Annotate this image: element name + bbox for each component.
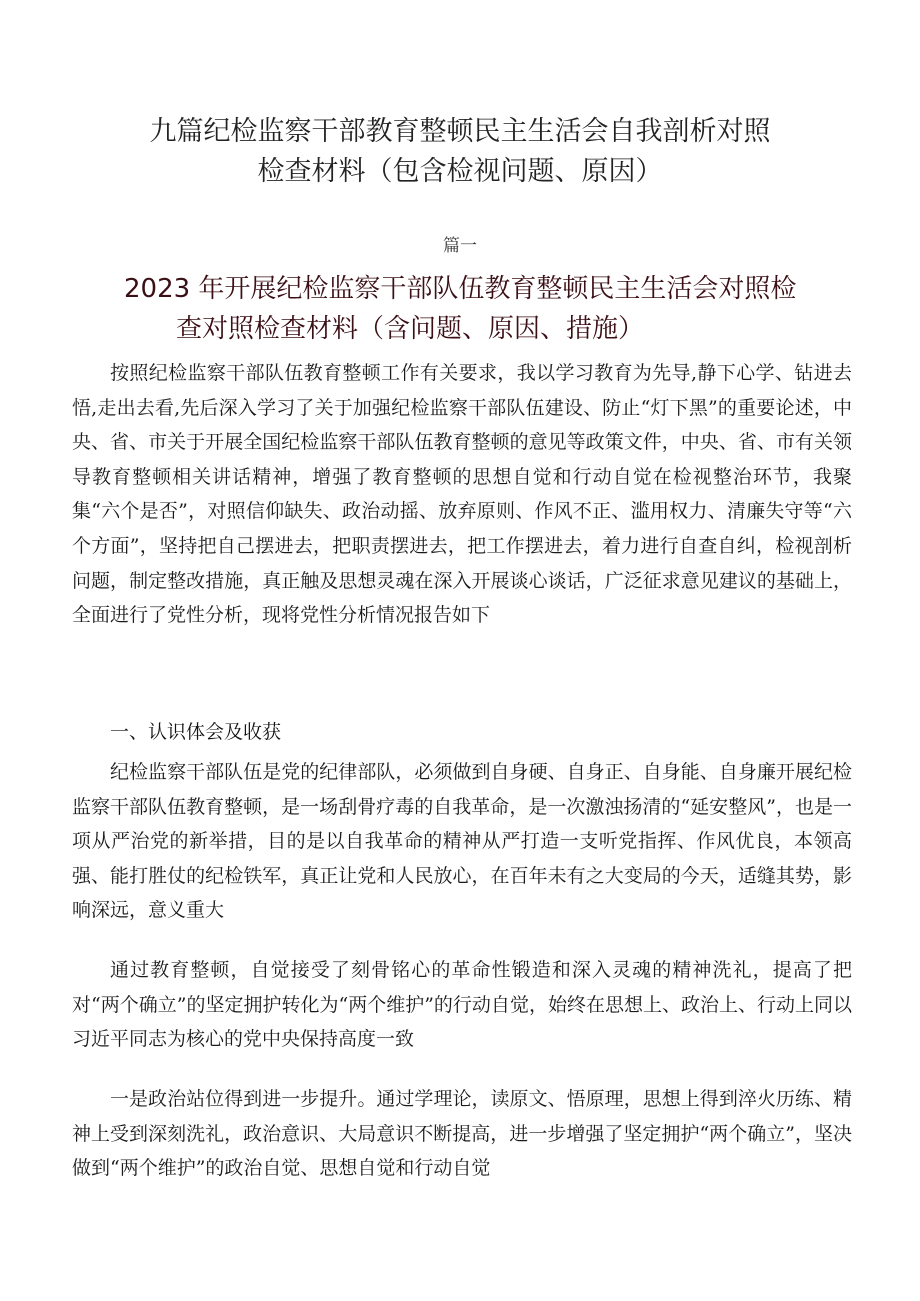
main-title-line1: 九篇纪检监察干部教育整顿民主生活会自我剖析对照 [149, 116, 771, 147]
main-title-line2: 检查材料（包含检视问题、原因） [257, 156, 663, 187]
subtitle-line2: 查对照检查材料（含问题、原因、措施） [176, 314, 645, 344]
subtitle-line1: 2023 年开展纪检监察干部队伍教育整顿民主生活会对照检 [124, 274, 797, 304]
paragraph-2: 纪检监察干部队伍是党的纪律部队，必须做到自身硬、自身正、自身能、自身廉开展纪检监察干部队伍教育整顿，是一场刮骨疗毒的自我革命，是一次激浊扬清的“延安整风”，也是一项从严治党的新举措，目的是以自我革命的精神从严打造一支听党指挥、作风优良，本领高强、能打胜仗的纪检铁军，真正让党和人民放心，在百年未有之大变局的今天，适缝其势，影响深远，意义重大 [72, 761, 852, 922]
section-heading-1: 一、认识体会及收获 [110, 721, 282, 743]
section-label: 篇一 [443, 236, 477, 256]
paragraph-3: 通过教育整顿，自觉接受了刻骨铭心的革命性锻造和深入灵魂的精神洗礼，提高了把对“两个确立”的坚定拥护转化为“两个维护”的行动自觉，始终在思想上、政治上、行动上同以习近平同志为核心的党中央保持高度一致 [72, 959, 852, 1051]
paragraph-intro: 按照纪检监察干部队伍教育整顿工作有关要求，我以学习教育为先导,静下心学、钻进去悟,走出去看,先后深入学习了关于加强纪检监察干部队伍建设、防止“灯下黑”的重要论述，中央、省、市关于开展全国纪检监察干部队伍教育整顿的意见等政策文件，中央、省、市有关领导教育整顿相关讲话精神，增强了教育整顿的思想自觉和行动自觉在检视整治环节，我聚集“六个是否”，对照信仰缺失、政治动摇、放弃原则、作风不正、滥用权力、清廉失守等“六个方面”，坚持把自己摆进去，把职责摆进去，把工作摆进去，着力进行自查自纠，检视剖析问题，制定整改措施，真正触及思想灵魂在深入开展谈心谈话，广泛征求意见建议的基础上，全面进行了党性分析，现将党性分析情况报告如下 [72, 362, 852, 627]
paragraph-4: 一是政治站位得到进一步提升。通过学理论，读原文、悟原理，思想上得到淬火历练、精神上受到深刻洗礼，政治意识、大局意识不断提高，进一步增强了坚定拥护“两个确立”，坚决做到“两个维护”的政治自觉、思想自觉和行动自觉 [72, 1088, 852, 1180]
